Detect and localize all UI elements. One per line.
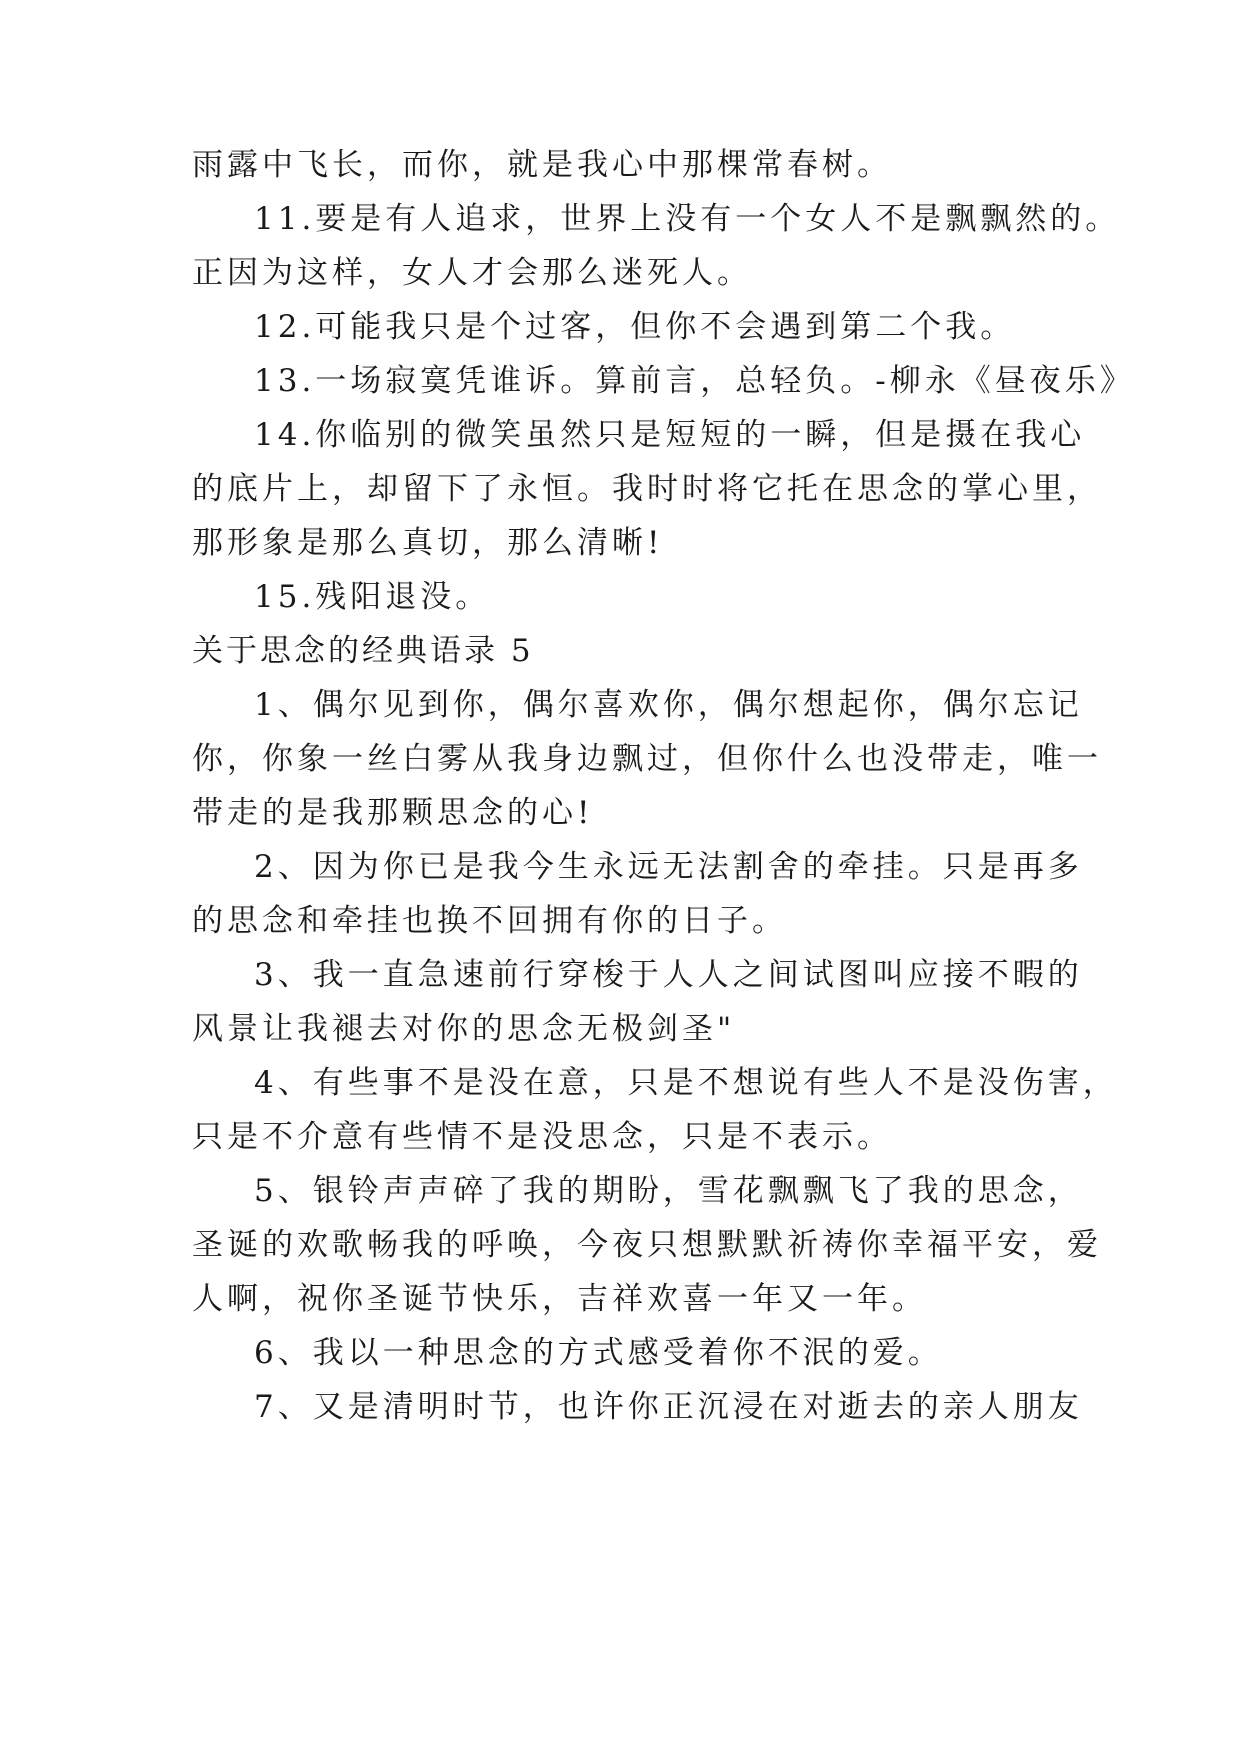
item-7-line-1: 7、又是清明时节，也许你正沉浸在对逝去的亲人朋友: [254, 1389, 1083, 1425]
item-3-line-2: 风景让我褪去对你的思念无极剑圣": [192, 1011, 736, 1047]
item-1-line-2: 你，你象一丝白雾从我身边飘过，但你什么也没带走，唯一: [192, 741, 1102, 777]
item-5-line-2: 圣诞的欢歌畅我的呼唤，今夜只想默默祈祷你幸福平安，爱: [192, 1227, 1102, 1263]
item-6: 6、我以一种思念的方式感受着你不泯的爱。: [254, 1335, 943, 1371]
quote-11-line-2: 正因为这样，女人才会那么迷死人。: [192, 255, 752, 291]
item-5-line-1: 5、银铃声声碎了我的期盼，雪花飘飘飞了我的思念，: [254, 1173, 1083, 1209]
item-1-line-1: 1、偶尔见到你，偶尔喜欢你，偶尔想起你，偶尔忘记: [254, 687, 1083, 723]
item-3-line-1: 3、我一直急速前行穿梭于人人之间试图叫应接不暇的: [254, 957, 1083, 993]
quote-14-line-3: 那形象是那么真切，那么清晰!: [192, 525, 664, 561]
quote-14-line-2: 的底片上，却留下了永恒。我时时将它托在思念的掌心里，: [192, 471, 1102, 507]
quote-13: 13.一场寂寞凭谁诉。算前言，总轻负。-柳永《昼夜乐》: [254, 363, 1135, 399]
quote-15: 15.残阳退没。: [254, 579, 491, 615]
section-heading: 关于思念的经典语录 5: [192, 633, 534, 669]
item-2-line-1: 2、因为你已是我今生永远无法割舍的牵挂。只是再多: [254, 849, 1083, 885]
item-4-line-1: 4、有些事不是没在意，只是不想说有些人不是没伤害，: [254, 1065, 1118, 1101]
item-5-line-3: 人啊，祝你圣诞节快乐，吉祥欢喜一年又一年。: [192, 1281, 927, 1317]
item-1-line-3: 带走的是我那颗思念的心!: [192, 795, 594, 831]
quote-14-line-1: 14.你临别的微笑虽然只是短短的一瞬，但是摄在我心: [254, 417, 1086, 453]
item-4-line-2: 只是不介意有些情不是没思念，只是不表示。: [192, 1119, 892, 1155]
item-2-line-2: 的思念和牵挂也换不回拥有你的日子。: [192, 903, 787, 939]
quote-12: 12.可能我只是个过客，但你不会遇到第二个我。: [254, 309, 1016, 345]
paragraph-continuation: 雨露中飞长，而你，就是我心中那棵常春树。: [192, 147, 892, 183]
quote-11-line-1: 11.要是有人追求，世界上没有一个女人不是飘飘然的。: [254, 201, 1121, 237]
